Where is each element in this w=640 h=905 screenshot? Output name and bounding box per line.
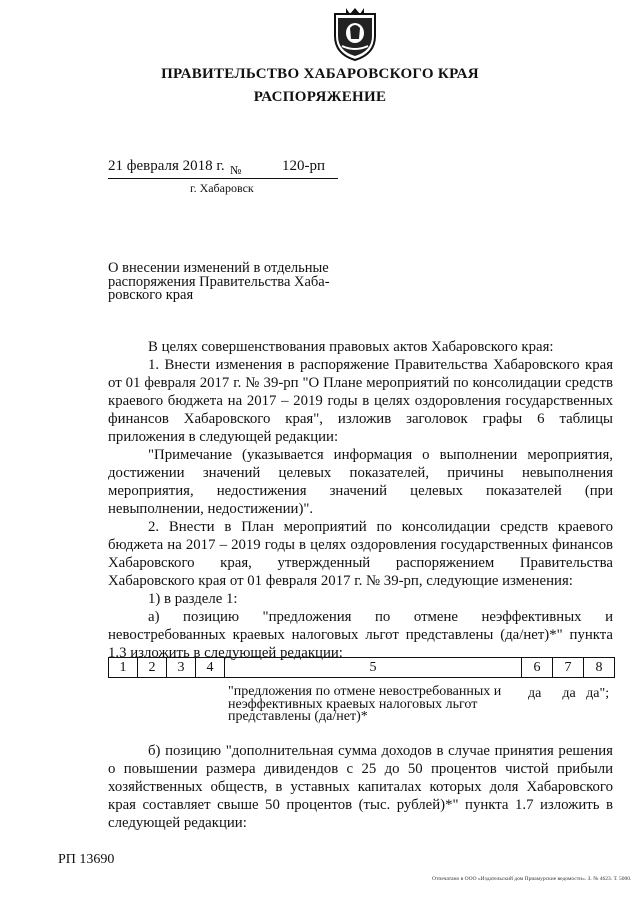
table-cell: 8 bbox=[584, 658, 615, 678]
paragraph: б) позицию "дополнительная сумма доходов в случае принятия решения о повышении размера дивидендов с 25 до 50 процентов чистой прибыли хозяйственных обществ, в уставных капиталах которых доля Хабаровского края составляет свыше 50 процентов (тыс. рублей)*" пункта 1.7 изложить в следующей редакции: bbox=[108, 743, 613, 831]
document-type: РАСПОРЯЖЕНИЕ bbox=[253, 89, 387, 105]
document-subject: О внесении изменений в отдельные распоряжения Правительства Хаба-ровского края bbox=[108, 260, 330, 303]
column-number-table bbox=[108, 657, 615, 678]
document-body-continued bbox=[108, 742, 613, 832]
inserted-row-text: "предложения по отмене невостребованных и неэффективных краевых налоговых льгот представлены (да/нет)* bbox=[228, 684, 502, 724]
coat-of-arms-icon bbox=[332, 6, 378, 62]
table-cell: 3 bbox=[167, 658, 196, 678]
paragraph: 1) в разделе 1: bbox=[148, 591, 238, 607]
paragraph: 2. Внести в План мероприятий по консолидации средств краевого бюджета на 2017 – 2019 годы в целях оздоровления государственных финансов Хабаровского края, утвержденный распоряжением Правительства Хабаровского края от 01 февраля 2017 г. № 39-рп, следующие изменения: bbox=[108, 519, 613, 589]
table-cell: 1 bbox=[109, 658, 138, 678]
paragraph: 1. Внести изменения в распоряжение Правительства Хабаровского края от 01 февраля 2017 г. № 39-рп "О Плане мероприятий по консолидации средств краевого бюджета на 2017 – 2019 годы в целях оздоровления государственных финансов Хабаровского края", изложив заголовок графы 6 таблицы приложения в следующей редакции: bbox=[108, 357, 613, 445]
document-body bbox=[108, 338, 613, 662]
paragraph: а) позицию "предложения по отмене неэффективных и невостребованных краевых налоговых льгот представлены (да/нет)*" пункта 1.3 изложить в следующей редакции: bbox=[108, 609, 613, 661]
table-cell: 2 bbox=[138, 658, 167, 678]
document-city: г. Хабаровск bbox=[190, 181, 254, 195]
document-date: 21 февраля 2018 г. bbox=[108, 158, 225, 174]
print-note: Отпечатано в ООО «Издательский дом Приамурские ведомости». З. № 4623. Т. 5000. bbox=[432, 876, 632, 882]
organization-title: ПРАВИТЕЛЬСТВО ХАБАРОВСКОГО КРАЯ bbox=[161, 66, 479, 82]
table-cell: 4 bbox=[196, 658, 225, 678]
inserted-row-values: да да да"; bbox=[528, 686, 610, 701]
document-code: РП 13690 bbox=[58, 852, 115, 867]
table-row bbox=[109, 658, 615, 678]
date-underline bbox=[108, 178, 338, 179]
table-cell: 7 bbox=[553, 658, 584, 678]
table-cell: 6 bbox=[522, 658, 553, 678]
paragraph: "Примечание (указывается информация о выполнении мероприятия, достижении значений целевых показателей, причины невыполнения мероприятия, недостижения значений целевых показателей (при невыполнении, недостижении)". bbox=[108, 447, 613, 517]
paragraph: В целях совершенствования правовых актов Хабаровского края: bbox=[148, 339, 554, 355]
table-cell: 5 bbox=[225, 658, 522, 678]
number-sign: № bbox=[230, 163, 242, 177]
document-number: 120-рп bbox=[282, 158, 326, 174]
